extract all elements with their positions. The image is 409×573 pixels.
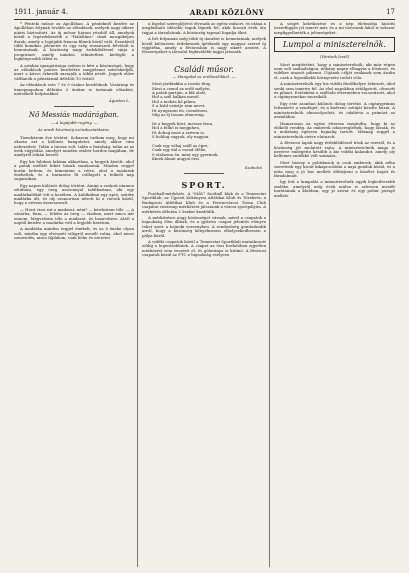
paragraph: Mert bizony a politikusok is csak emberek, akik néha szeretnek egy kicsit kikapcsolódni a napi gondok közül, és a nóta meg a jó bor mellett elfelejteni a közélet bajait és fáradalmait. bbox=[274, 159, 395, 178]
paragraph: Így lett a lumpolás a miniszterelnök egyik legkedvesebb emléke, amelyről még évek múlva is szívesen mesélt barátainak a klubban, egy jó szivar és egy pohár pezsgő mellett. bbox=[274, 179, 395, 198]
paragraph: * Pénteki műsor az Apollóban. A pénteknél kezdve az Apollóban folynak tovább az előadások, melyek nagy sikere máris biztosított. Az új műsor három részből áll, amelyek közül a legérdekesebb a "Haláltánc" című mozgóképes darab, amely a legújabb francia filmek közül való. Ezenkívül több komikus jelenetet és egy szép természeti felvételt is bemutatnak. A közönség nagy érdeklődéssel várja a programot, amely minden tekintetben kielégíti a legkényesebb ízlést is. bbox=[14, 22, 134, 62]
poem-line: Kinek álmát angyal őrzi. bbox=[152, 156, 200, 162]
column-2 bbox=[142, 22, 266, 567]
column-1 bbox=[14, 22, 134, 567]
paragraph: Most megtörtént, hogy a miniszterelnök, aki már régen nem volt szabadságon, néhány napra elhagyta a fővárost, és vidékre utazott pihenni. Útjának célját senkinek sem árulta el, csak a legszűkebb környezete tudott róla. bbox=[274, 61, 395, 80]
paragraph: Egy kis faluban laktam akkoriban, a hegyek között, ahol a patak mellett fehér házak sorakoztak. Minden reggel korán keltem, és kimentem a rétre, ahol a madarak énekeltek, és a harmatos fű csillogott a felkelő nap sugaraiban. bbox=[14, 158, 134, 182]
paragraph: A miniszterelnök egy kis vidéki fürdőhelyre érkezett, ahol senki sem ismerte fel. Az első napokban sétálgatott, olvasott és pihent. Esténként a szálloda éttermében vacsorázott, ahol a cigányzenekar muzsikált. bbox=[274, 81, 395, 100]
poem-line: Csak egy sóhaj száll az égre, bbox=[152, 142, 209, 148]
paragraph: A hét folyamán még több új darabot is bemutatnak, melyek közül különösen érdekesnek ígérkezik egy magyar szerző új vígjátéka, amely a fővárosban is nagy sikert aratott. A főszerepeket a társulat legkiválóbb tagjai játsszák. bbox=[142, 36, 266, 55]
column-divider bbox=[137, 22, 138, 567]
article-heading: Nő Messiás madárágban. bbox=[28, 110, 120, 119]
paragraph: Egy napon különös dolog történt. Amint a szokott utamon sétáltam, egy öreg asszonnyal találkoztam, aki egy madárkalitkát vitt a kezében. A kalitkában egy apró, szürke madárka ült, és oly szomorúan nézett ki a rácsok közül, hogy a szívem összeszorult. bbox=[14, 182, 134, 206]
paragraph: Tizenhárom éve történt. Sohasem tudtam meg, hogy mi okozta azt a különös hangulatot, amely akkor rám nehezedett. Talán a tavasz volt, talán a fiatalság, talán az az örök vágyódás, amelyet minden ember hordoz magában, de amelyről ritkán beszél. bbox=[14, 134, 134, 158]
poem-line: Hol a szél halkan mesél. bbox=[152, 94, 200, 100]
poem-line: A patak partján, a fák alatt, bbox=[152, 90, 207, 96]
header-date: 1911. január 4. bbox=[14, 8, 69, 16]
newspaper-title: ARADI KÖZLÖNY bbox=[189, 7, 265, 17]
article-subheading: — A legújabb regény. — bbox=[50, 119, 98, 125]
poem-line: Hol a felhő is megpihen, bbox=[152, 125, 201, 131]
poem-line: Most járdánkba a rozsás fény, bbox=[152, 81, 211, 87]
section-divider bbox=[184, 58, 224, 59]
paragraph: Az előadások este 7 és 9 órakor kezdődnek. Vasárnap és ünnepnapokon délután 3 órakor is tartanak előadást, mérsékelt helyárakkal. bbox=[14, 82, 134, 97]
paragraph: Football-mérkőzés. A "MÁV" football klub és a Temesvári Sportklub, az Újpesti Kökényesi Atlétikai Klub és Törekvés, a Budapesti Atlétikai Klub és a Ferencvárosi Torna Club csapatai vasárnap mérkőzést játszanak a városi sportpályán. A mérkőzés délután 2 órakor kezdődik. bbox=[142, 190, 266, 214]
poem bbox=[152, 82, 266, 161]
paragraph: A színház igazgatósága ezúton is kéri a közönséget, hogy az előadások pontos kezdetére megjelenni szíveskedjék, mert a késve érkezők zavarják a többi nézőt. Jegyek előre válthatók a pénztárnál délelőtt 10 órától. bbox=[14, 62, 134, 81]
boxed-heading: Lumpol a miniszterelnök. bbox=[274, 37, 395, 52]
paragraph: A madárka minden reggel énekelt, és az ő éneke olyan volt, mintha egy elveszett világról mesélt volna, ahol nincs szenvedés, nincs fájdalom, csak béke és szeretet. bbox=[14, 226, 134, 241]
poem-signature: Szabolcs bbox=[244, 164, 262, 170]
poem-line: S boldog vagyok, oly nagyon. bbox=[152, 134, 210, 140]
paragraph: — Hová viszi ezt a madarat, néni? — kérdeztem tőle. — A vásárba, fiam, — felelte az öreg — eladom, mert nincs mit ennem. Megvettem tőle a madarat, és hazavittem. Attól a naptól kezdve a madárka volt a legjobb barátom. bbox=[14, 206, 134, 226]
paragraph: A mérkőzésre nagy közönséget várnak, mivel a csapatok a bajnokság élén állnak, és a győztes csapat jelentős előnyre tehet szert a bajnoki versenyben. A rendezőség gondoskodik arról, hogy a közönség kényelmesen elhelyezkedhessen a pálya körül. bbox=[142, 215, 266, 238]
paragraph: A vidéki csapatok közül a Temesvári Sportklub mutatkozott eddig a legerősebbnek. A csapat az őszi fordulóban egyetlen mérkőzést sem vesztett el, és gólaránya is kitűnő. A fővárosi csapatok közül az FTC a bajnokság esélyese. bbox=[142, 239, 266, 258]
column-3 bbox=[274, 22, 395, 567]
article-intro: Az aradi közönség szórakoztatására. bbox=[37, 127, 110, 133]
article-subheading: — Hangulat az erdőszélikkel. — bbox=[172, 73, 236, 79]
poem-line: Most a csend az erdő mélyén, bbox=[152, 85, 211, 91]
paragraph: Egy este azonban különös dolog történt. A cigányprímás felismerte a vendéget, és a kedvenc nótáját kezdte húzni. A miniszterelnök elmosolyodott, és odahívta a prímást az asztalához. bbox=[274, 100, 395, 120]
paragraph: Hamarosan az egész étterem megtudta, hogy ki az előkelő vendég. Az emberek odasereglettek, hogy lássák, és a mulatság egészen hajnalig tartott. Másnap reggel a miniszterelnök sietve elutazott. bbox=[274, 120, 395, 139]
poem-line: Itt nyugszom én, csendesen, bbox=[152, 107, 209, 113]
article-subheading: (Vörösek levél) bbox=[319, 54, 350, 60]
poem-line: Itt a hegyek közt, messze fenn, bbox=[152, 120, 214, 126]
poem-line: Csak egy dal a csend ölébe, bbox=[152, 147, 207, 153]
article-signature: Ágoston L. bbox=[108, 97, 130, 103]
poem-line: S a hold ezüstje rám nevet, bbox=[152, 103, 206, 109]
article-heading: Családi műsor. bbox=[174, 64, 234, 74]
poem-line: Hol a mohás kő pihen, bbox=[152, 98, 197, 104]
section-divider bbox=[184, 173, 224, 174]
sport-heading: SPORT. bbox=[181, 179, 227, 190]
poem-line: Míg az éj lassan elmereng. bbox=[152, 112, 205, 118]
page-header bbox=[14, 6, 395, 18]
poem-line: S elalszom én, mint egy gyermek, bbox=[152, 151, 219, 157]
poem-line: Itt dobog most a szívem is, bbox=[152, 129, 205, 135]
paragraph: a legelső szereplőjével elveszik az egész műsort, és utána a megbízható idősebb tagok lépnek fel, akik hosszú évek óta tagjai a társulatnak. A közönség tapssal fogadja őket. bbox=[142, 22, 266, 35]
header-rule bbox=[14, 19, 395, 20]
section-divider bbox=[54, 106, 94, 107]
page-number: 17 bbox=[386, 8, 395, 16]
paragraph: A sziget keletkezése és a nép életmódja közötti összefüggés jól ismert már, és a mi városunk lakói is sokszor megfigyelhették a jelenségeket. bbox=[274, 22, 395, 35]
paragraph: A fővárosi lapok nagy érdeklődéssel írtak az esetről, és a közönség jót mulatott rajta. A miniszterelnök maga is nevetve emlegette később a kis vidéki kalandot, amely oly kellemes emlékké vált számára. bbox=[274, 140, 395, 159]
column-divider bbox=[269, 22, 270, 567]
